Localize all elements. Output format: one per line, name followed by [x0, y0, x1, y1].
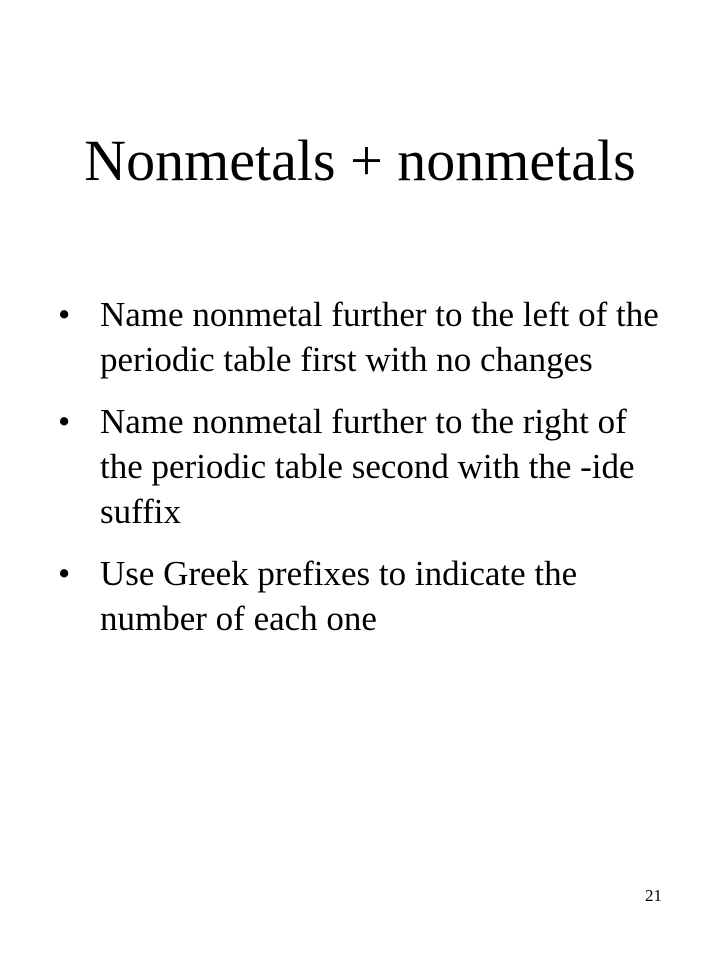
bullet-item — [58, 292, 678, 382]
page-number: 21 — [645, 886, 662, 905]
slide-title: Nonmetals + nonmetals — [84, 128, 636, 193]
bullet-icon: • — [58, 402, 71, 441]
bullet-item — [58, 551, 678, 641]
bullet-text: Use Greek prefixes to indicate the number of each one — [100, 554, 578, 638]
bullet-list — [58, 292, 678, 658]
bullet-item — [58, 399, 678, 534]
bullet-text: Name nonmetal further to the left of the periodic table first with no changes — [100, 295, 659, 379]
bullet-icon: • — [58, 554, 71, 593]
bullet-icon: • — [58, 295, 71, 334]
bullet-text: Name nonmetal further to the right of the periodic table second with the -ide suffix — [100, 402, 635, 531]
